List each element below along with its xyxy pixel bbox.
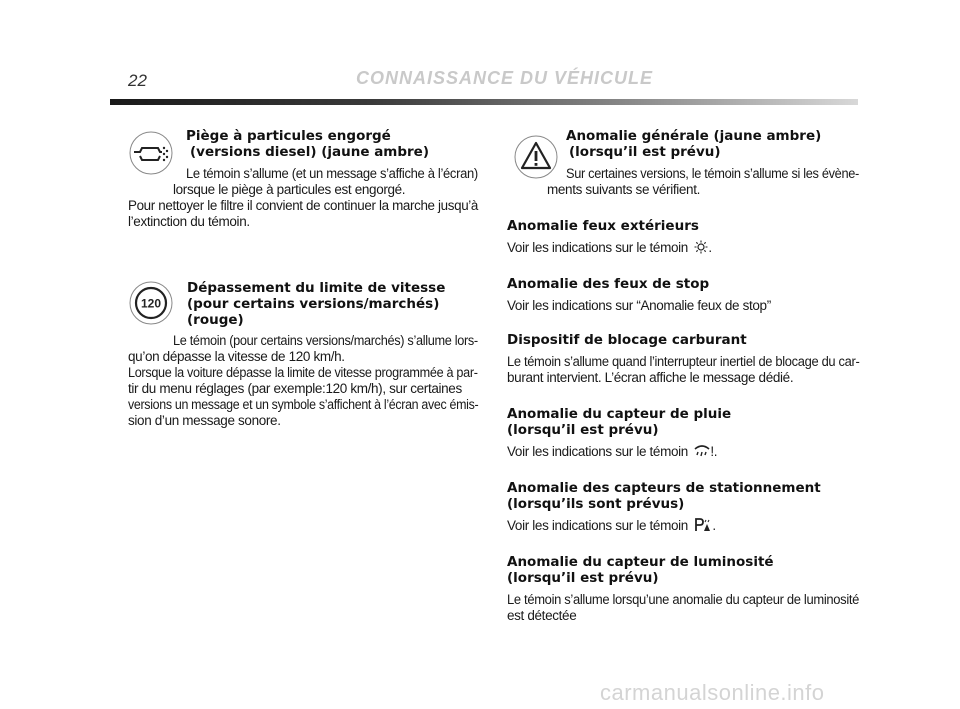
- section-body: [507, 518, 859, 536]
- speed-limit-120-icon: [128, 280, 174, 326]
- exterior-light-icon: [694, 240, 708, 258]
- section-body: Voir les indications sur “Anomalie feux de stop”: [507, 298, 771, 313]
- dpf-body-3: Pour nettoyer le filtre il convient de continuer la marche jusqu’à: [128, 198, 479, 213]
- section-suffix: !.: [710, 444, 718, 459]
- general-anomaly-block: [507, 122, 859, 207]
- section-suffix: .: [712, 518, 716, 533]
- speed-body-1: Le témoin (pour certains versions/marchés) s’allume lors-: [173, 333, 478, 348]
- section-title: Anomalie feux extérieurs: [507, 218, 699, 234]
- speed-title-3: (rouge): [187, 312, 244, 328]
- dpf-body-2: lorsque le piège à particules est engorgé.: [173, 182, 406, 197]
- section-body-2: burant intervient. L’écran affiche le message dédié.: [507, 370, 794, 385]
- section-body-text: Voir les indications sur le témoin: [507, 240, 688, 255]
- dpf-warning-block: [128, 122, 478, 242]
- section-title: Anomalie des capteurs de stationnement: [507, 480, 821, 496]
- general-title-1: Anomalie générale (jaune ambre): [566, 128, 822, 144]
- section-title: Anomalie du capteur de pluie: [507, 406, 732, 422]
- header-rule: [110, 99, 858, 105]
- section-light-sensor: [507, 554, 859, 624]
- section-title: Anomalie du capteur de luminosité: [507, 554, 774, 570]
- section-body: [507, 444, 859, 462]
- general-body-1: Sur certaines versions, le témoin s’allume si les évène-: [566, 166, 859, 181]
- page-number: 22: [128, 71, 147, 90]
- speed-title-1: Dépassement du limite de vitesse: [187, 280, 446, 296]
- parking-sensor-icon: [694, 518, 712, 536]
- section-body: Le témoin s’allume quand l’interrupteur inertiel de blocage du car-: [507, 354, 860, 369]
- dpf-body-1: Le témoin s’allume (et un message s’affiche à l’écran): [186, 166, 478, 181]
- speed-limit-label: 120: [140, 296, 162, 311]
- speed-body-3: Lorsque la voiture dépasse la limite de vitesse programmée à par-: [128, 365, 478, 380]
- section-fuel-cutoff: [507, 332, 859, 386]
- speed-body-6: sion d’un message sonore.: [128, 413, 281, 428]
- section-body: [507, 240, 859, 258]
- rain-sensor-icon: [694, 444, 710, 462]
- dpf-title-2: (versions diesel) (jaune ambre): [190, 144, 430, 160]
- section-body-2: est détectée: [507, 608, 577, 623]
- section-body: Le témoin s’allume lorsqu’une anomalie du capteur de luminosité: [507, 592, 860, 607]
- section-title-2: (lorsqu’ils sont prévus): [507, 496, 685, 512]
- general-body-2: ments suivants se vérifient.: [547, 182, 701, 197]
- dpf-body-4: l’extinction du témoin.: [128, 214, 250, 229]
- header-title: CONNAISSANCE DU VÉHICULE: [356, 68, 654, 88]
- section-stop-lights: [507, 276, 859, 314]
- section-parking-sensors: [507, 480, 859, 536]
- speed-body-4: tir du menu réglages (par exemple:120 km/h), sur certaines: [128, 381, 462, 396]
- watermark: carmanualsonline.info: [600, 680, 825, 705]
- section-title: Dispositif de blocage carburant: [507, 332, 747, 348]
- section-suffix: .: [708, 240, 712, 255]
- section-exterior-lights: [507, 218, 859, 258]
- section-title-2: (lorsqu’il est prévu): [507, 570, 659, 586]
- section-rain-sensor: [507, 406, 859, 462]
- section-title: Anomalie des feux de stop: [507, 276, 710, 292]
- general-title-2: (lorsqu’il est prévu): [569, 144, 721, 160]
- section-body-text: Voir les indications sur le témoin: [507, 518, 688, 533]
- speed-limit-block: [128, 272, 478, 442]
- section-body-text: Voir les indications sur le témoin: [507, 444, 688, 459]
- speed-body-2: qu’on dépasse la vitesse de 120 km/h.: [128, 349, 345, 364]
- warning-triangle-icon: [513, 134, 559, 180]
- section-title-2: (lorsqu’il est prévu): [507, 422, 659, 438]
- speed-body-5: versions un message et un symbole s’affichent à l’écran avec émis-: [128, 397, 479, 412]
- speed-title-2: (pour certains versions/marchés): [187, 296, 440, 312]
- dpf-title-1: Piège à particules engorgé: [186, 128, 391, 144]
- diesel-particulate-filter-icon: [128, 130, 174, 176]
